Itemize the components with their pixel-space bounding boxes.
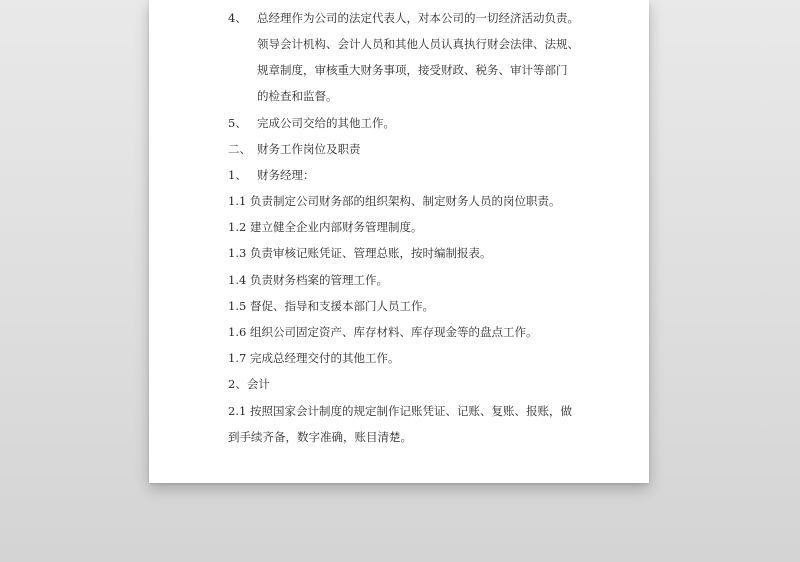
paragraph-line: 1.4 负责财务档案的管理工作。 [228,273,388,287]
paragraph-line: 1.7 完成总经理交付的其他工作。 [228,351,400,365]
paragraph-line: 1.6 组织公司固定资产、库存材料、库存现金等的盘点工作。 [228,325,538,339]
paragraph-line: 的检查和监督。 [257,89,338,103]
paragraph-line: 1.3 负责审核记账凭证、管理总账，按时编制报表。 [228,246,492,260]
subsection-title: 财务经理： [257,168,315,182]
item-number: 5、 [228,116,247,130]
section-title: 财务工作岗位及职责 [257,142,361,156]
subsection-heading: 2、会计 [228,377,270,391]
paragraph-line: 领导会计机构、会计人员和其他人员认真执行财会法律、法规、 [257,37,579,51]
document-page [149,0,649,483]
item-text: 完成公司交给的其他工作。 [257,116,395,130]
paragraph-line: 2.1 按照国家会计制度的规定制作记账凭证、记账、复账、报账，做 [228,404,572,418]
paragraph-line: 到手续齐备，数字准确，账目清楚。 [228,430,412,444]
paragraph-line: 1.2 建立健全企业内部财务管理制度。 [228,220,423,234]
item-text: 总经理作为公司的法定代表人，对本公司的一切经济活动负责。 [257,11,579,25]
paragraph-line: 1.1 负责制定公司财务部的组织架构、制定财务人员的岗位职责。 [228,194,561,208]
paragraph-line: 1.5 督促、指导和支援本部门人员工作。 [228,299,434,313]
item-number: 4、 [228,11,247,25]
section-number: 二、 [228,142,251,156]
subsection-number: 1、 [228,168,247,182]
paragraph-line: 规章制度，审核重大财务事项，接受财政、税务、审计等部门 [257,63,568,77]
